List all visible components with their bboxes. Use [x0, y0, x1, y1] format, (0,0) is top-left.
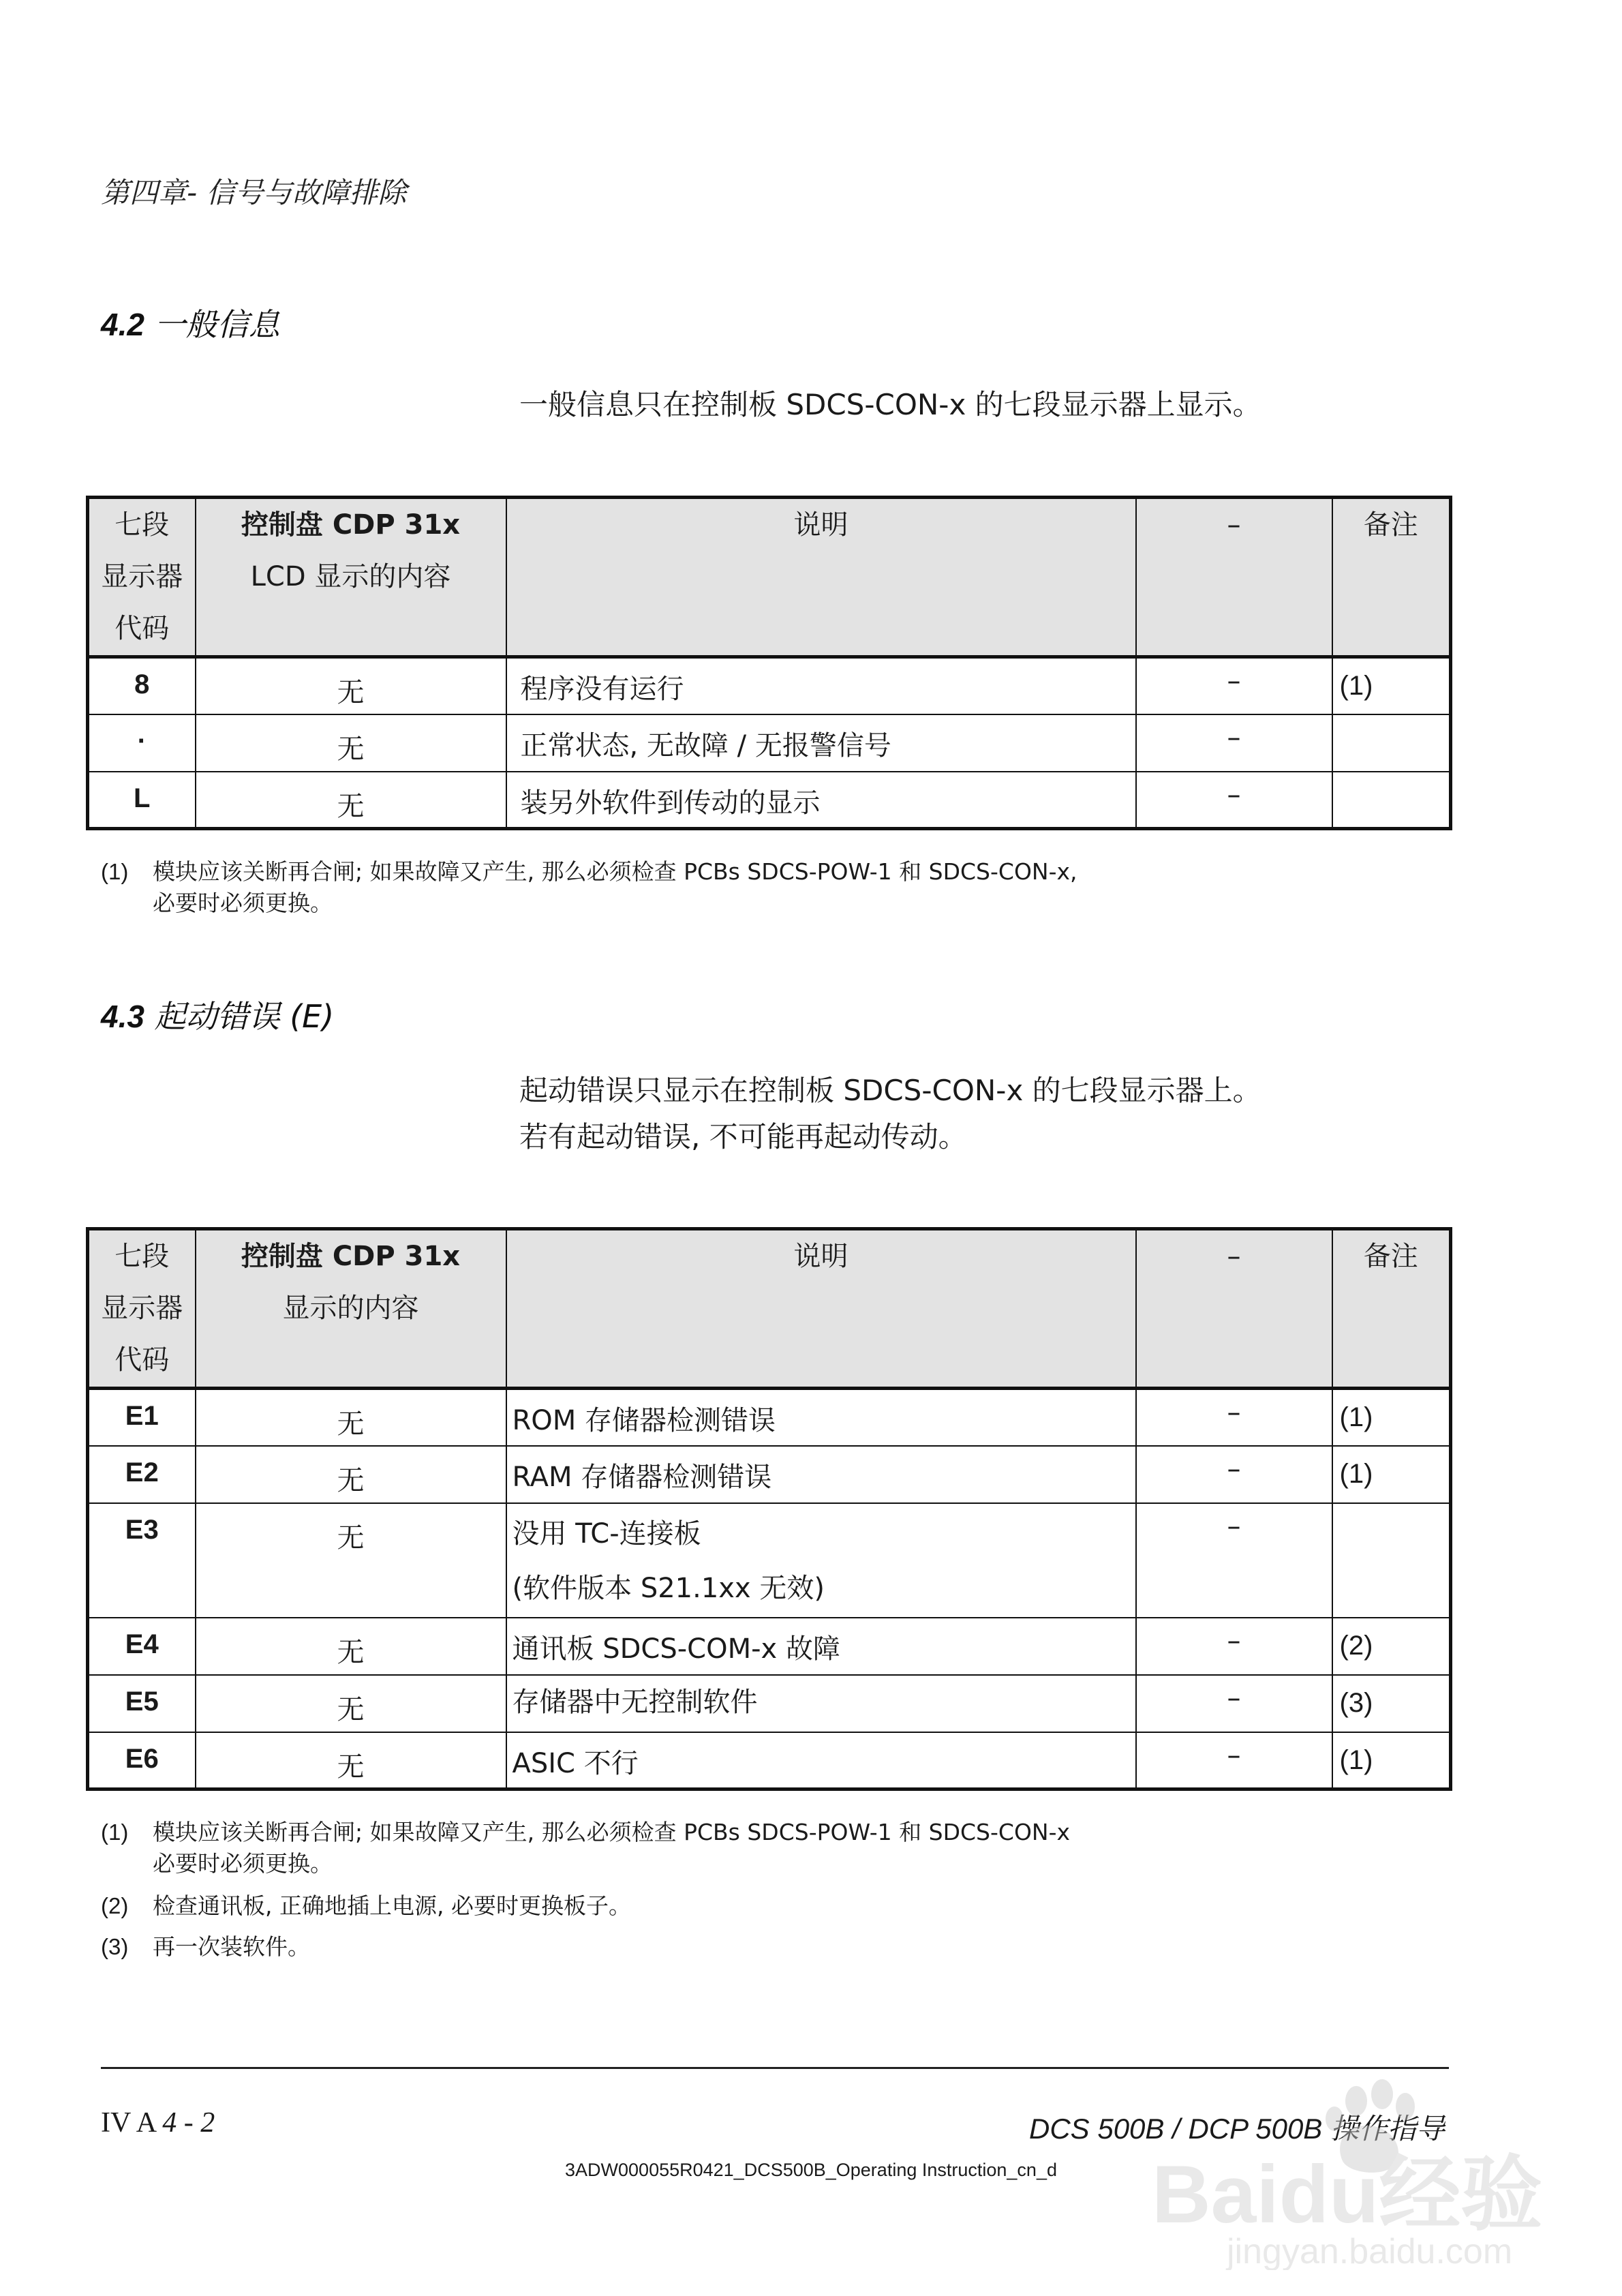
header-desc — [506, 498, 1136, 657]
cell-dash: – — [1136, 1389, 1332, 1446]
cell-lcd: 无 — [196, 714, 506, 772]
cell-code: E1 — [88, 1389, 196, 1446]
footnote-text: 模块应该关断再合闸; 如果故障又产生, 那么必须检查 PCBs SDCS-POW-1 和 SDCS-CON-x — [153, 1819, 1071, 1845]
footnote — [101, 1890, 631, 1922]
table-row — [88, 1446, 1451, 1503]
section-title: 起动错误 (E) — [154, 998, 335, 1035]
cell-note — [1332, 714, 1451, 772]
desc-line: ASIC 不行 — [512, 1747, 639, 1779]
table-row — [88, 1389, 1451, 1446]
cell-note: (1) — [1332, 1446, 1451, 1503]
table-row — [88, 714, 1451, 772]
cell-code: E3 — [88, 1503, 196, 1618]
cell-desc — [506, 1446, 1136, 1503]
desc-line: ROM 存储器检测错误 — [512, 1405, 776, 1436]
footnote — [101, 1931, 310, 1963]
header-dash-label: – — [1227, 1241, 1241, 1272]
watermark-brand: Baidu经验 — [1152, 2149, 1543, 2240]
cell-dash: – — [1136, 714, 1332, 772]
intro-line: 起动错误只显示在控制板 SDCS-CON-x 的七段显示器上。 — [519, 1074, 1261, 1107]
cell-note: (2) — [1332, 1618, 1451, 1675]
footer-title: DCS 500B / DCP 500B 操作指导 — [1029, 2113, 1445, 2145]
cell-note: (1) — [1332, 657, 1451, 714]
header-dash — [1136, 1229, 1332, 1389]
footer-page-ref — [101, 2106, 215, 2139]
footnote-text: 必要时必须更换。 — [153, 1850, 333, 1877]
chapter-header: 第四章- 信号与故障排除 — [101, 176, 407, 209]
footnote-label: (3) — [101, 1934, 129, 1959]
header-lcd-line: 显示的内容 — [282, 1293, 419, 1324]
cell-desc: 正常状态, 无故障 / 无报警信号 — [506, 714, 1136, 772]
header-note-label: 备注 — [1363, 509, 1418, 541]
header-dash — [1136, 498, 1332, 657]
header-note-label: 备注 — [1363, 1241, 1418, 1272]
footnote-text: 检查通讯板, 正确地插上电源, 必要时更换板子。 — [153, 1892, 631, 1919]
header-note — [1332, 1229, 1451, 1389]
footer-page-number: 4 - 2 — [162, 2107, 215, 2139]
baidu-watermark — [1152, 2066, 1574, 2270]
header-code-line: 七段 — [114, 509, 170, 541]
cell-note: (1) — [1332, 1732, 1451, 1789]
desc-line: 存储器中无控制软件 — [512, 1686, 758, 1718]
header-note — [1332, 498, 1451, 657]
section-number: 4.2 — [101, 307, 144, 342]
cell-code: E6 — [88, 1732, 196, 1789]
section-number: 4.3 — [101, 999, 144, 1034]
header-code-line: 显示器 — [101, 561, 183, 592]
section-intro — [519, 1068, 1261, 1160]
header-desc — [506, 1229, 1136, 1389]
cell-dash: – — [1136, 1446, 1332, 1503]
footnote-label: (1) — [101, 859, 129, 884]
header-desc-label: 说明 — [793, 509, 848, 541]
cell-code: · — [88, 714, 196, 772]
footnote — [101, 1817, 1070, 1879]
cell-lcd: 无 — [196, 1675, 506, 1732]
watermark-url: jingyan.baidu.com — [1227, 2232, 1513, 2270]
cell-lcd: 无 — [196, 1503, 506, 1618]
footnote-label: (2) — [101, 1893, 129, 1918]
cell-desc — [506, 1618, 1136, 1675]
desc-line: 通讯板 SDCS-COM-x 故障 — [512, 1633, 840, 1665]
table-row — [88, 1618, 1451, 1675]
section-heading-startup — [101, 992, 334, 1037]
header-lcd — [196, 1229, 506, 1389]
cell-note: (3) — [1332, 1675, 1451, 1732]
cell-desc — [506, 1675, 1136, 1732]
header-desc-label: 说明 — [793, 1241, 848, 1272]
cell-note — [1332, 772, 1451, 829]
cell-note: (1) — [1332, 1389, 1451, 1446]
desc-line: RAM 存储器检测错误 — [512, 1461, 772, 1493]
cell-lcd: 无 — [196, 1446, 506, 1503]
cell-desc: 程序没有运行 — [506, 657, 1136, 714]
section-heading-general — [101, 300, 280, 345]
table-header-row — [88, 498, 1451, 657]
intro-line: 若有起动错误, 不可能再起动传动。 — [519, 1120, 967, 1153]
cell-code: L — [88, 772, 196, 829]
header-code-line: 显示器 — [101, 1293, 183, 1324]
cell-dash: – — [1136, 772, 1332, 829]
table-row — [88, 1675, 1451, 1732]
section-title: 一般信息 — [154, 306, 280, 343]
cell-lcd: 无 — [196, 1732, 506, 1789]
header-lcd — [196, 498, 506, 657]
header-code-line: 代码 — [114, 613, 170, 644]
cell-code: E5 — [88, 1675, 196, 1732]
cell-dash: – — [1136, 1618, 1332, 1675]
cell-lcd: 无 — [196, 772, 506, 829]
cell-note — [1332, 1503, 1451, 1618]
footnote-text: 必要时必须更换。 — [153, 890, 333, 916]
startup-errors-table — [86, 1227, 1452, 1791]
footer-roman: IV A — [101, 2107, 155, 2139]
desc-line: (软件版本 S21.1xx 无效) — [512, 1572, 825, 1604]
header-lcd-line: 控制盘 CDP 31x — [241, 509, 461, 541]
header-code-line: 代码 — [114, 1344, 170, 1376]
cell-lcd: 无 — [196, 1389, 506, 1446]
table-header-row — [88, 1229, 1451, 1389]
cell-lcd: 无 — [196, 1618, 506, 1675]
cell-dash: – — [1136, 1675, 1332, 1732]
cell-code: E2 — [88, 1446, 196, 1503]
desc-line: 没用 TC-连接板 — [512, 1517, 701, 1550]
document-id: 3ADW000055R0421_DCS500B_Operating Instruction_cn_d — [565, 2160, 1057, 2180]
footnote — [101, 856, 1077, 919]
cell-desc: 装另外软件到传动的显示 — [506, 772, 1136, 829]
cell-dash: – — [1136, 1503, 1332, 1618]
table-row — [88, 1732, 1451, 1789]
cell-dash: – — [1136, 1732, 1332, 1789]
cell-lcd: 无 — [196, 657, 506, 714]
cell-desc — [506, 1503, 1136, 1618]
footnote-text: 再一次装软件。 — [153, 1933, 310, 1960]
cell-desc — [506, 1389, 1136, 1446]
general-info-table — [86, 496, 1452, 830]
baidu-paw-icon — [1152, 2066, 1574, 2270]
table-row — [88, 772, 1451, 829]
header-lcd-line: LCD 显示的内容 — [250, 561, 451, 592]
footnote-label: (1) — [101, 1819, 129, 1845]
cell-desc — [506, 1732, 1136, 1789]
cell-code: 8 — [88, 657, 196, 714]
table-row — [88, 1503, 1451, 1618]
section-intro: 一般信息只在控制板 SDCS-CON-x 的七段显示器上显示。 — [519, 388, 1261, 421]
footnote-text: 模块应该关断再合闸; 如果故障又产生, 那么必须检查 PCBs SDCS-POW-1 和 SDCS-CON-x, — [153, 858, 1077, 885]
header-lcd-line: 控制盘 CDP 31x — [241, 1241, 461, 1272]
table-row — [88, 657, 1451, 714]
header-code — [88, 498, 196, 657]
header-code — [88, 1229, 196, 1389]
cell-code: E4 — [88, 1618, 196, 1675]
header-dash-label: – — [1227, 509, 1241, 541]
cell-dash: – — [1136, 657, 1332, 714]
header-code-line: 七段 — [114, 1241, 170, 1272]
